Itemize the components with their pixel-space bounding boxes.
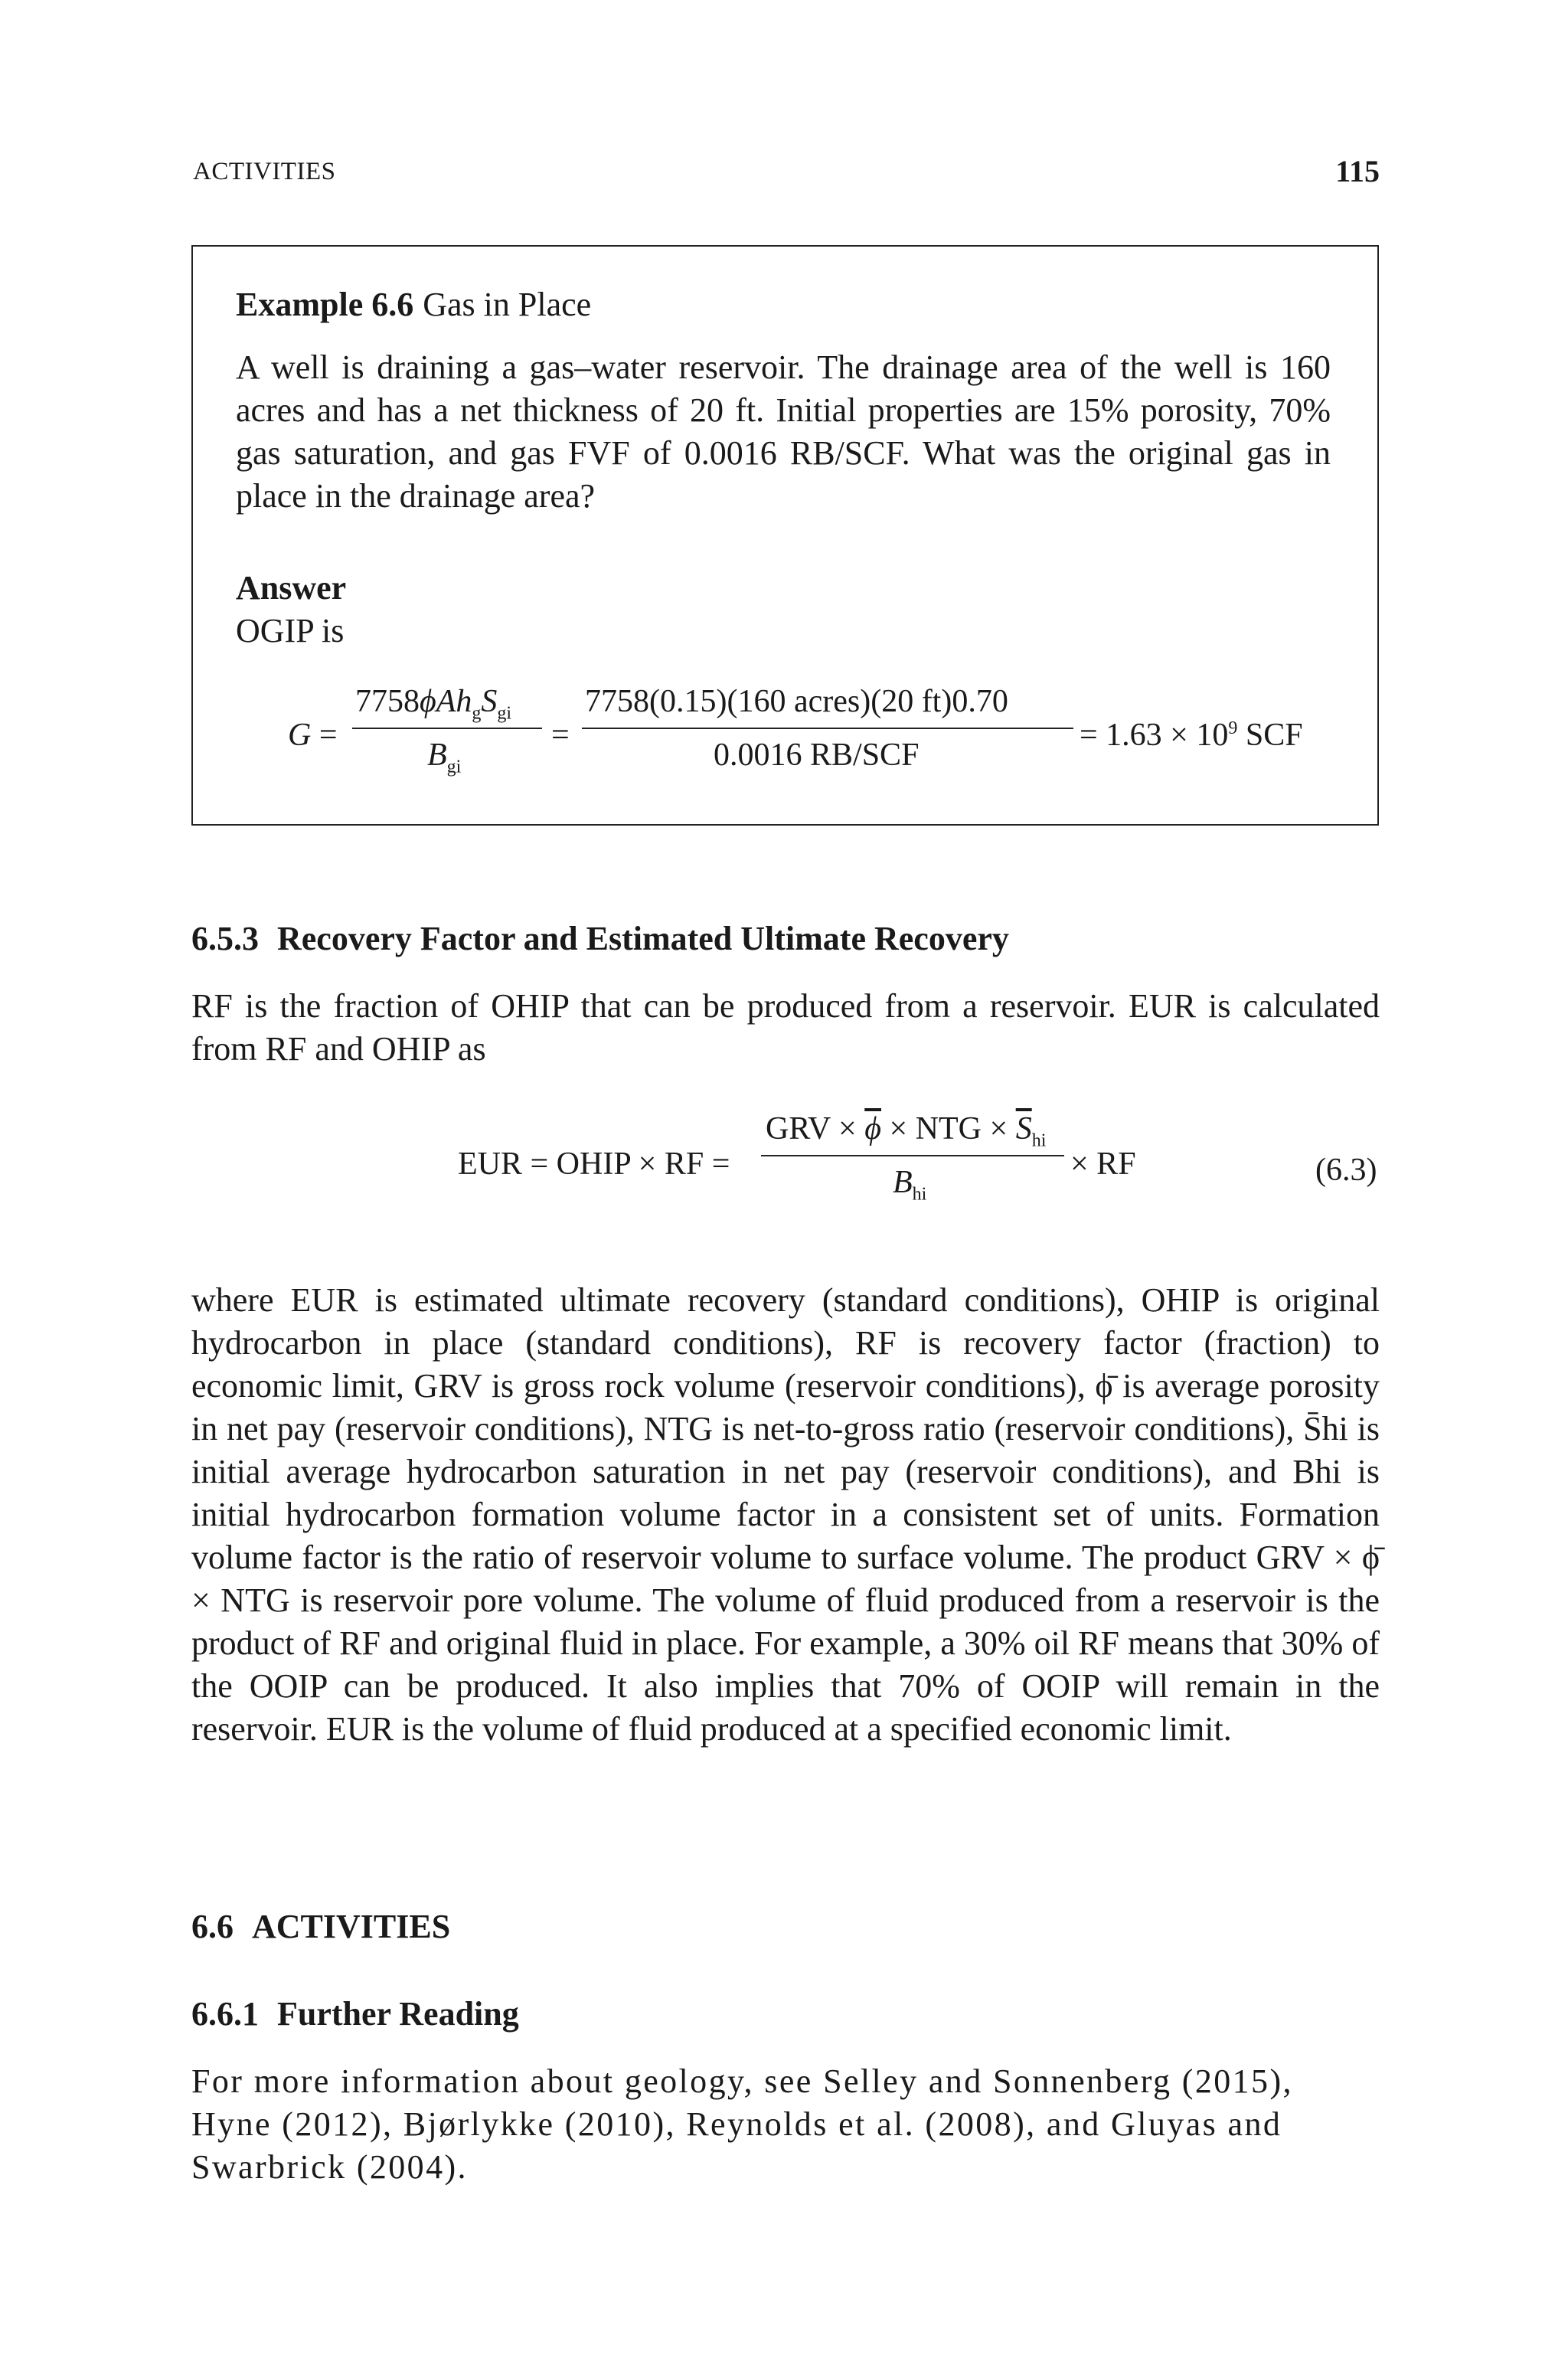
eq63-numerator: GRV × $\overline{\phi}$ × NTG × $\overline{S}_{hi}$ — [766, 1111, 1047, 1151]
further-reading-text: For more information about geology, see Selley and Sonnenberg (2015), Hyne (2012), Bjørlykke (2010), Reynolds et al. (2008), and Gluyas and Swarbrick (2004). — [191, 2062, 1293, 2186]
section-heading-6-6-1: 6.6.1 Further Reading — [191, 1995, 519, 2033]
answer-heading: Answer — [236, 569, 347, 607]
eq63-denominator: $B_{hi}$ — [893, 1165, 927, 1205]
eq-symbolic-denominator: $B_{gi}$ — [427, 738, 462, 777]
example-label: Example 6.6 — [236, 286, 414, 323]
example-box — [191, 245, 1379, 826]
section-6-5-3-intro: RF is the fraction of OHIP that can be produced from a reservoir. EUR is calculated from RF and OHIP as — [191, 987, 1380, 1068]
eq-fraction-line-1 — [352, 728, 542, 729]
example-title — [236, 285, 591, 324]
ogip-equation — [193, 683, 1380, 790]
section-heading-6-5-3: 6.5.3 Recovery Factor and Estimated Ultimate Recovery — [191, 920, 1009, 957]
page-number: 115 — [1335, 154, 1380, 188]
running-head: ACTIVITIES — [193, 158, 336, 185]
section-heading-6-6: 6.6 ACTIVITIES — [191, 1908, 451, 1945]
eq-lhs: G = — [288, 718, 338, 753]
equation-number: (6.3) — [1315, 1153, 1377, 1188]
eq63-rhs: × RF — [1070, 1146, 1136, 1182]
eq-numeric-numerator: 7758(0.15)(160 acres)(20 ft)0.70 — [585, 684, 1008, 719]
example-title-text: Gas in Place — [423, 286, 592, 323]
eq-fraction-line-2 — [582, 728, 1073, 729]
eq-symbolic-numerator: $7758\phi Ah_gS_{gi}$ — [355, 684, 512, 724]
eq63-lhs: EUR = OHIP × RF = — [458, 1146, 730, 1182]
section-6-5-3-explanation: where EUR is estimated ultimate recovery (standard conditions), OHIP is original hydrocarbon in place (standard conditions), RF is recovery factor (fraction) to economic limit, GRV is gross rock volume (reservoir conditions), ϕ̄ is average porosity in net pay (reservoir conditions), NTG is net-to-gross ratio (reservoir conditions), S̄hi is initial average hydrocarbon saturation in net pay (reservoir conditions), and Bhi is initial hydrocarbon formation volume factor in a consistent set of units. Formation volume factor is the ratio of reservoir volume to surface volume. The product GRV × ϕ̄ × NTG is reservoir pore volume. The volume of fluid produced from a reservoir is the product of RF and original fluid in place. For example, a 30% oil RF means that 30% of the OOIP can be produced. It also implies that 70% of OOIP will remain in the reservoir. EUR is the volume of fluid produced at a specified economic limit. — [191, 1281, 1380, 1748]
eq-result: = $1.63 \times 10^9$ SCF — [1080, 718, 1303, 753]
eq63-fraction-line — [761, 1155, 1064, 1156]
eq-equals: = — [551, 718, 570, 753]
equation-6-3 — [0, 1095, 1568, 1218]
answer-intro: OGIP is — [236, 612, 345, 649]
eq-numeric-denominator: 0.0016 RB/SCF — [714, 738, 920, 773]
example-problem: A well is draining a gas–water reservoir. The drainage area of the well is 160 acres and has a net thickness of 20 ft. Initial properties are 15% porosity, 70% gas saturation, and gas FVF of 0.0016 RB/SCF. What was the original gas in place in the drainage area? — [236, 348, 1331, 515]
